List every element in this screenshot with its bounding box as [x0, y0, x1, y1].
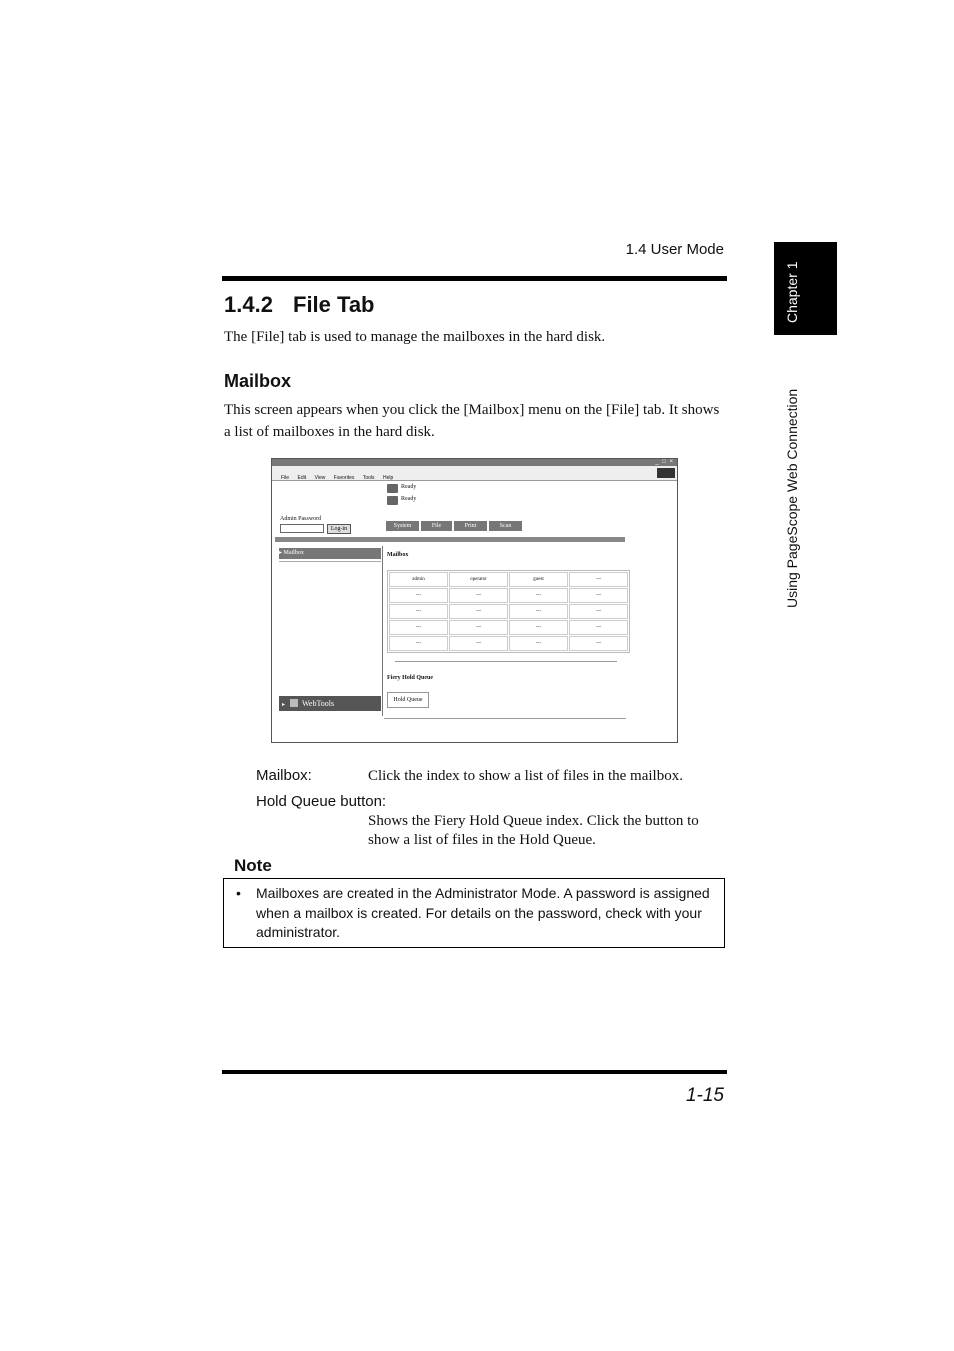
mailbox-description: This screen appears when you click the [Mailbox] menu on the [File] tab. It shows a list of mailboxes in the hard disk.	[224, 402, 720, 440]
menu-help[interactable]: Help	[382, 475, 394, 481]
top-rule	[222, 276, 727, 281]
left-menu-panel	[276, 546, 383, 716]
login-button[interactable]: Log-in	[327, 524, 351, 534]
tab-scan[interactable]: Scan	[489, 521, 522, 531]
admin-password-input[interactable]	[280, 524, 324, 533]
mailbox-panel-title: Mailbox	[387, 552, 409, 558]
mailbox-cell[interactable]: ---	[389, 620, 448, 635]
term-hold-queue: Hold Queue button:	[256, 793, 387, 810]
chapter-label: Chapter 1	[784, 261, 800, 323]
bottom-rule	[222, 1070, 727, 1074]
bullet: •	[236, 885, 241, 901]
mailbox-screenshot	[271, 458, 678, 743]
mailbox-table	[387, 570, 630, 653]
menu-edit[interactable]: Edit	[297, 475, 307, 481]
table-row	[389, 636, 628, 651]
mailbox-cell[interactable]: ---	[389, 588, 448, 603]
header-bar	[275, 537, 625, 542]
mailbox-heading: Mailbox	[224, 371, 292, 391]
status-ready-1: Ready	[401, 484, 417, 490]
tab-file[interactable]: File	[421, 521, 452, 531]
mailbox-cell[interactable]: admin	[389, 572, 448, 587]
def-mailbox: Click the index to show a list of files in the mailbox.	[368, 768, 683, 784]
mailbox-cell[interactable]: ---	[509, 604, 568, 619]
table-row	[389, 620, 628, 635]
mailbox-cell[interactable]: ---	[569, 636, 628, 651]
note-box	[223, 878, 725, 948]
browser-logo-icon	[657, 468, 675, 478]
mailbox-cell[interactable]: ---	[569, 588, 628, 603]
term-mailbox: Mailbox:	[256, 767, 312, 784]
side-title: Using PageScope Web Connection	[784, 388, 800, 608]
printer-icon	[387, 484, 398, 493]
webtools-button[interactable]	[279, 696, 381, 711]
mailbox-cell[interactable]: ---	[509, 588, 568, 603]
admin-password-label: Admin Password	[280, 516, 322, 522]
window-titlebar	[272, 459, 677, 466]
hold-queue-button[interactable]: Hold Queue	[387, 692, 429, 708]
menu-item-mailbox[interactable]: ▸ Mailbox	[279, 548, 381, 559]
section-label: 1.4 User Mode	[625, 241, 724, 258]
chevron-right-icon: ▸	[282, 702, 286, 708]
intro-paragraph: The [File] tab is used to manage the mailboxes in the hard disk.	[224, 329, 606, 345]
menu-divider	[279, 561, 381, 562]
menu-favorites[interactable]: Favorites	[333, 475, 355, 481]
menu-file[interactable]: File	[281, 475, 290, 481]
window-controls[interactable]: _ □ ×	[655, 459, 674, 465]
mailbox-cell[interactable]: ---	[569, 572, 628, 587]
mailbox-cell[interactable]: ---	[569, 604, 628, 619]
page-number: 1-15	[685, 1085, 724, 1106]
status-ready-2: Ready	[401, 496, 417, 502]
mailbox-cell[interactable]: ---	[449, 604, 508, 619]
section-number: 1.4.2	[224, 292, 273, 317]
mailbox-cell[interactable]: guest	[509, 572, 568, 587]
printer-icon	[387, 496, 398, 505]
table-row	[389, 604, 628, 619]
divider	[395, 661, 617, 662]
webtools-label: WebTools	[302, 699, 335, 708]
webtools-icon	[290, 699, 298, 707]
fiery-hold-queue-title: Fiery Hold Queue	[387, 675, 433, 681]
tab-system[interactable]: System	[386, 521, 419, 531]
mailbox-cell[interactable]: ---	[449, 636, 508, 651]
tab-print[interactable]: Print	[454, 521, 487, 531]
mailbox-cell[interactable]: ---	[509, 636, 568, 651]
note-title: Note	[234, 856, 272, 875]
menu-view[interactable]: View	[314, 475, 326, 481]
mailbox-cell[interactable]: ---	[389, 636, 448, 651]
mailbox-cell[interactable]: operator	[449, 572, 508, 587]
menu-bar	[272, 466, 677, 481]
mailbox-cell[interactable]: ---	[449, 620, 508, 635]
section-title: File Tab	[293, 292, 375, 317]
table-row	[389, 572, 628, 587]
divider	[384, 718, 626, 719]
def-hold-queue-line1: Shows the Fiery Hold Queue index. Click the button to	[368, 813, 699, 829]
table-row	[389, 588, 628, 603]
menu-tools[interactable]: Tools	[362, 475, 375, 481]
mailbox-cell[interactable]: ---	[389, 604, 448, 619]
note-text: Mailboxes are created in the Administrator Mode. A password is assigned when a mailbox is created. For details on the password, check with your administrator.	[256, 885, 710, 940]
mailbox-cell[interactable]: ---	[449, 588, 508, 603]
mailbox-cell[interactable]: ---	[509, 620, 568, 635]
mailbox-cell[interactable]: ---	[569, 620, 628, 635]
def-hold-queue-line2: show a list of files in the Hold Queue.	[368, 832, 596, 848]
page-title	[224, 292, 375, 318]
